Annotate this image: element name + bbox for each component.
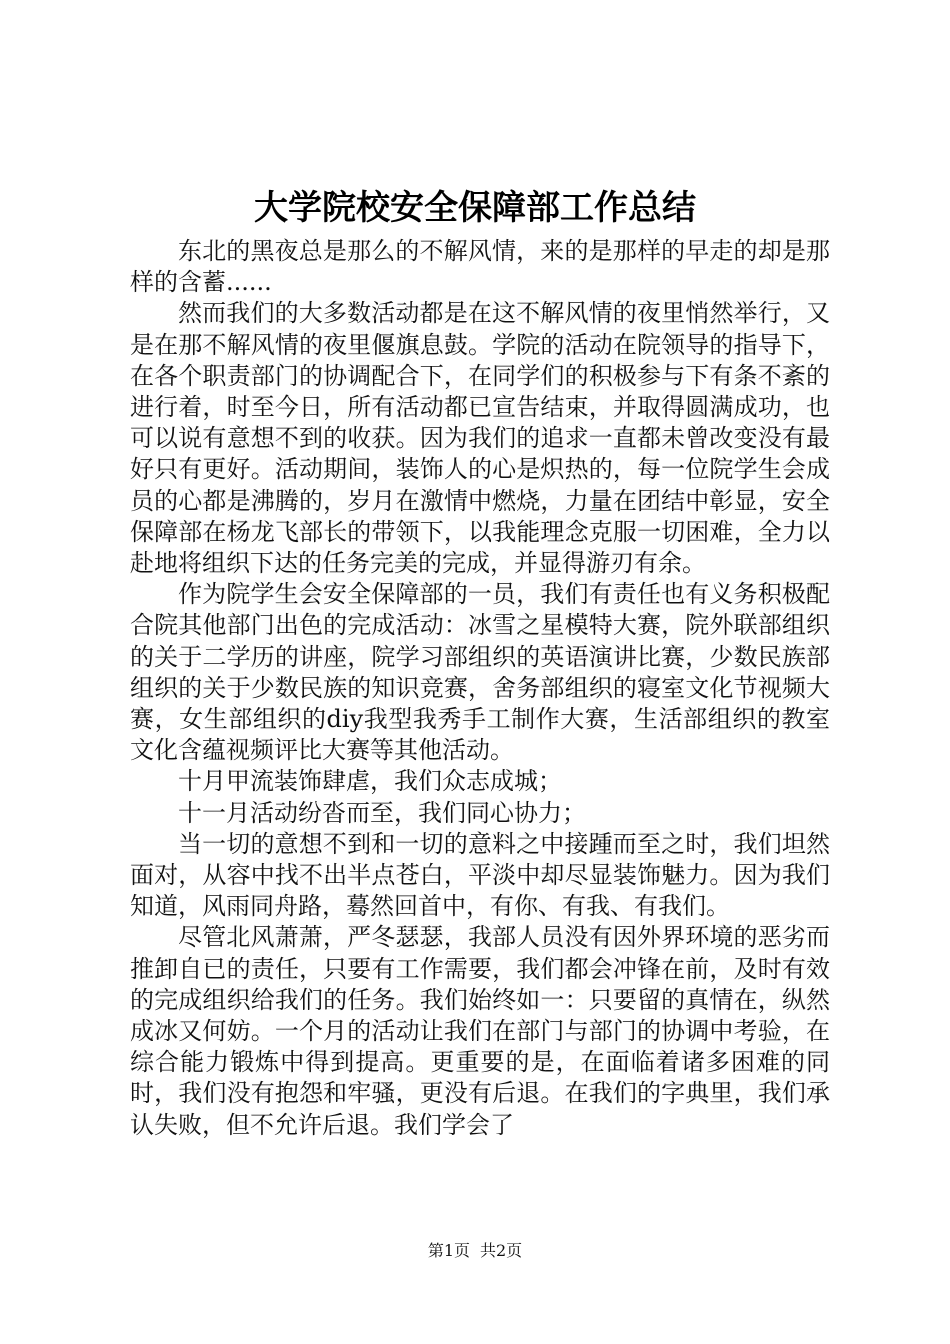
page-number-total: 共2页 bbox=[480, 1241, 523, 1260]
paragraph-7: 尽管北风萧萧，严冬瑟瑟，我部人员没有因外界环境的恶劣而推卸自已的责任，只要有工作需要，我们都会冲锋在前，及时有效的完成组织给我们的任务。我们始终如一：只要留的真情在，纵然成冰又何妨。一个月的活动让我们在部门与部门的协调中考验，在综合能力锻炼中得到提高。更重要的是，在面临着诸多困难的同时，我们没有抱怨和牢骚，更没有后退。在我们的字典里，我们承认失败，但不允许后退。我们学会了 bbox=[130, 923, 830, 1139]
document-body bbox=[130, 236, 830, 1141]
paragraph-3: 作为院学生会安全保障部的一员，我们有责任也有义务积极配合院其他部门出色的完成活动：冰雪之星模特大赛，院外联部组织的关于二学历的讲座，院学习部组织的英语演讲比赛，少数民族部组织的关于少数民族的知识竞赛，舍务部组织的寝室文化节视频大赛，女生部组织的diy我型我秀手工制作大赛，生活部组织的教室文化含蕴视频评比大赛等其他活动。 bbox=[130, 580, 830, 765]
paragraph-6: 当一切的意想不到和一切的意料之中接踵而至之时，我们坦然面对，从容中找不出半点苍白，平淡中却尽显装饰魅力。因为我们知道，风雨同舟路，蓦然回首中，有你、有我、有我们。 bbox=[130, 829, 830, 921]
paragraph-2: 然而我们的大多数活动都是在这不解风情的夜里悄然举行，又是在那不解风情的夜里偃旗息鼓。学院的活动在院领导的指导下，在各个职责部门的协调配合下，在同学们的积极参与下有条不紊的进行着，时至今日，所有活动都已宣告结束，并取得圆满成功，也可以说有意想不到的收获。因为我们的追求一直都未曾改变没有最好只有更好。活动期间，装饰人的心是炽热的，每一位院学生会成员的心都是沸腾的，岁月在激情中燃烧，力量在团结中彰显，安全保障部在杨龙飞部长的带领下，以我能理念克服一切困难，全力以赴地将组织下达的任务完美的完成，并显得游刃有余。 bbox=[130, 299, 830, 578]
paragraph-4: 十月甲流装饰肆虐，我们众志成城； bbox=[178, 767, 562, 796]
page-number-current: 第1页 bbox=[427, 1241, 470, 1260]
page-footer bbox=[0, 1240, 950, 1262]
paragraph-1: 东北的黑夜总是那么的不解风情，来的是那样的早走的却是那样的含蓄...... bbox=[130, 237, 830, 297]
paragraph-5: 十一月活动纷沓而至，我们同心协力； bbox=[178, 798, 586, 827]
document-title: 大学院校安全保障部工作总结 bbox=[254, 188, 696, 228]
